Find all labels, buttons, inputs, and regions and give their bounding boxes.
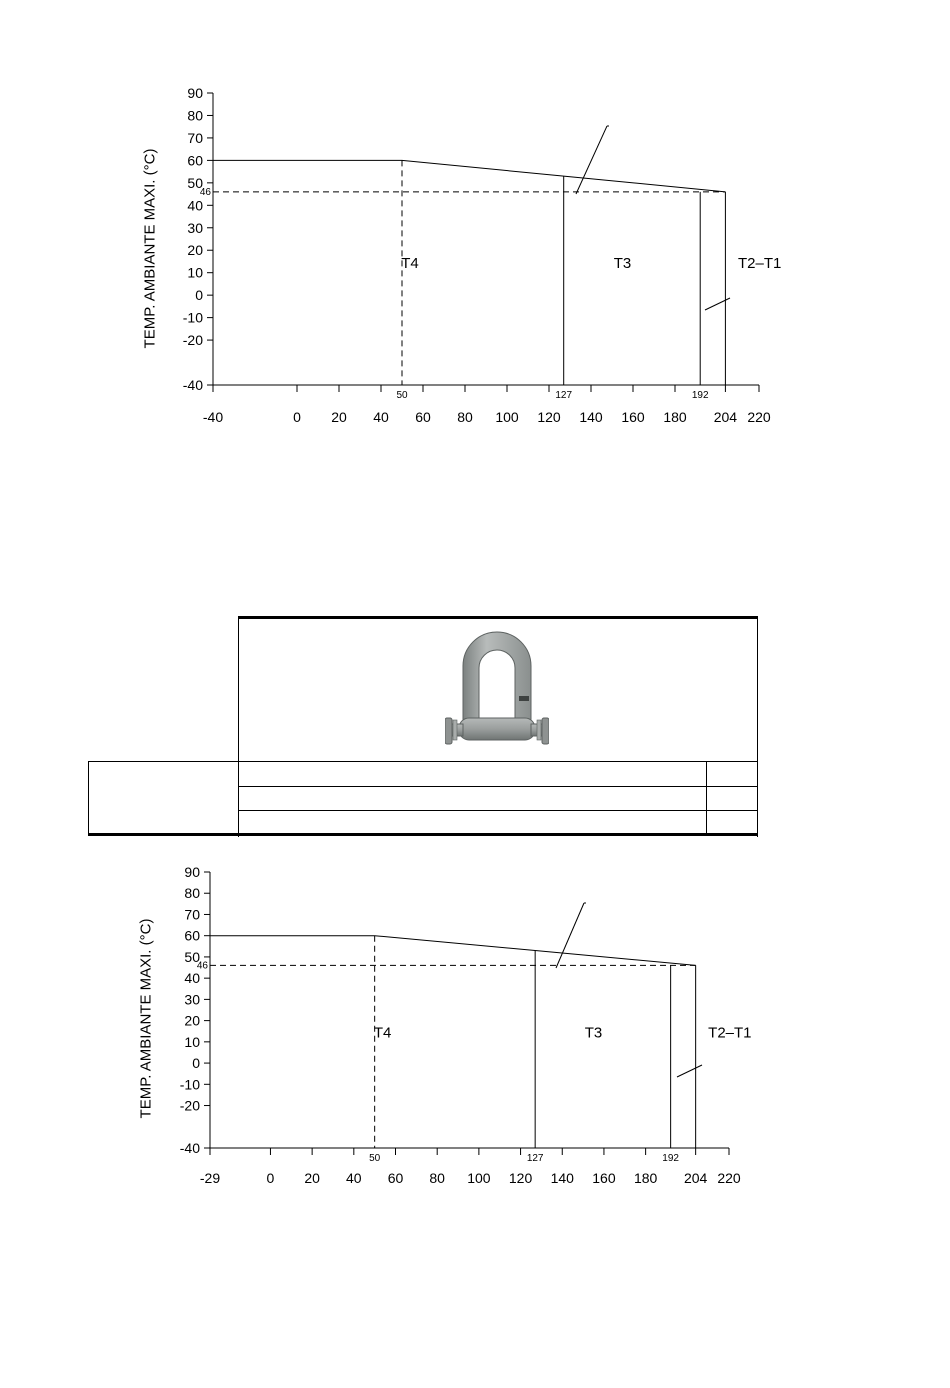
y-tick-label: 10 bbox=[187, 264, 203, 281]
x-tick-label: 204 bbox=[683, 1170, 708, 1186]
x-tick-label: 0 bbox=[293, 409, 301, 425]
chart-2-y-axis-label: TEMP. AMBIANTE MAXI. (°C) bbox=[137, 918, 155, 1119]
zone-boundary-label: 50 bbox=[369, 1153, 381, 1164]
x-tick-label: 100 bbox=[495, 409, 519, 425]
x-tick-label: 160 bbox=[592, 1170, 616, 1186]
y-tick-label: 80 bbox=[187, 107, 203, 124]
y-tick-label: 20 bbox=[184, 1012, 200, 1029]
max-ambient-temperature-line bbox=[213, 160, 725, 191]
y-tick-label: 50 bbox=[187, 174, 203, 191]
curve-leader-line bbox=[556, 903, 584, 968]
y-tick-label: -10 bbox=[179, 1076, 200, 1093]
x-tick-label: 60 bbox=[415, 409, 431, 425]
temperature-chart-2 bbox=[0, 855, 950, 1215]
spec-table-bottom-rule bbox=[88, 833, 757, 836]
zone-boundary-label: 192 bbox=[691, 390, 709, 401]
x-tick-label: 80 bbox=[457, 409, 473, 425]
y-tick-label: 70 bbox=[187, 129, 203, 146]
x-tick-label: 220 bbox=[717, 1170, 741, 1186]
zone-boundary-label: 127 bbox=[526, 1153, 544, 1164]
reference-line-label: 46 bbox=[196, 960, 208, 972]
y-tick-label: 90 bbox=[187, 85, 203, 101]
x-tick-label: 0 bbox=[266, 1170, 275, 1186]
y-tick-label: -20 bbox=[182, 332, 203, 349]
x-tick-label: 140 bbox=[579, 409, 603, 425]
x-tick-label: -40 bbox=[202, 409, 224, 425]
y-tick-label: 30 bbox=[187, 219, 203, 236]
coriolis-flow-meter-image bbox=[445, 626, 549, 756]
zone-label-t3: T3 bbox=[584, 1024, 603, 1042]
x-tick-label: 180 bbox=[633, 1170, 658, 1186]
y-tick-label: 40 bbox=[187, 197, 203, 214]
x-tick-label: 180 bbox=[663, 409, 687, 425]
x-tick-label: 60 bbox=[387, 1170, 404, 1186]
y-tick-label: 10 bbox=[184, 1033, 200, 1050]
zone-boundary-label: 127 bbox=[555, 390, 573, 401]
reference-line-label: 46 bbox=[199, 186, 211, 198]
y-tick-label: -20 bbox=[179, 1097, 200, 1114]
y-tick-label: 40 bbox=[184, 970, 200, 987]
x-tick-label: 140 bbox=[550, 1170, 574, 1186]
curve-leader-line bbox=[576, 126, 607, 194]
y-tick-label: -10 bbox=[182, 309, 203, 326]
y-tick-label: 30 bbox=[184, 991, 200, 1008]
y-tick-label: 60 bbox=[184, 927, 200, 944]
t2-t1-leader-line bbox=[705, 298, 730, 310]
temperature-chart-1 bbox=[0, 0, 950, 470]
x-tick-label: 220 bbox=[747, 409, 771, 425]
zone-boundary-label: 50 bbox=[396, 390, 408, 401]
x-tick-label: 80 bbox=[429, 1170, 445, 1186]
zone-label-t2t1: T2–T1 bbox=[708, 1024, 752, 1042]
x-tick-label: 204 bbox=[713, 409, 738, 425]
y-tick-label: -40 bbox=[179, 1140, 200, 1156]
x-tick-label: 120 bbox=[537, 409, 561, 425]
y-tick-label: 20 bbox=[187, 242, 203, 259]
spec-table-row-divider bbox=[238, 786, 757, 787]
zone-boundary-label: 192 bbox=[662, 1153, 679, 1164]
zone-label-t4: T4 bbox=[401, 255, 419, 273]
t2-t1-leader-line bbox=[677, 1065, 702, 1077]
y-tick-label: 0 bbox=[195, 287, 203, 304]
y-tick-label: 0 bbox=[192, 1055, 200, 1072]
x-tick-label: 100 bbox=[467, 1170, 491, 1186]
y-tick-label: -40 bbox=[182, 377, 203, 393]
x-tick-label: 120 bbox=[508, 1170, 533, 1186]
zone-label-t4: T4 bbox=[373, 1024, 392, 1042]
y-tick-label: 90 bbox=[184, 864, 200, 880]
x-tick-label: 20 bbox=[331, 409, 347, 425]
x-tick-label: 20 bbox=[304, 1170, 320, 1186]
spec-table-label-cell bbox=[88, 761, 239, 835]
spec-table-column-divider bbox=[706, 761, 707, 834]
y-tick-label: 80 bbox=[184, 885, 200, 902]
y-tick-label: 70 bbox=[184, 906, 200, 923]
x-tick-label: -29 bbox=[199, 1170, 221, 1186]
y-tick-label: 60 bbox=[187, 152, 203, 169]
chart-1-y-axis-label: TEMP. AMBIANTE MAXI. (°C) bbox=[141, 148, 159, 349]
x-tick-label: 40 bbox=[346, 1170, 362, 1186]
spec-table-row-divider bbox=[238, 810, 757, 811]
max-ambient-temperature-line bbox=[210, 936, 696, 966]
spec-table-row-divider bbox=[238, 761, 757, 762]
zone-label-t3: T3 bbox=[613, 255, 632, 273]
x-tick-label: 160 bbox=[621, 409, 645, 425]
x-tick-label: 40 bbox=[373, 409, 389, 425]
zone-label-t2t1: T2–T1 bbox=[738, 255, 782, 273]
y-tick-label: 50 bbox=[184, 948, 200, 965]
